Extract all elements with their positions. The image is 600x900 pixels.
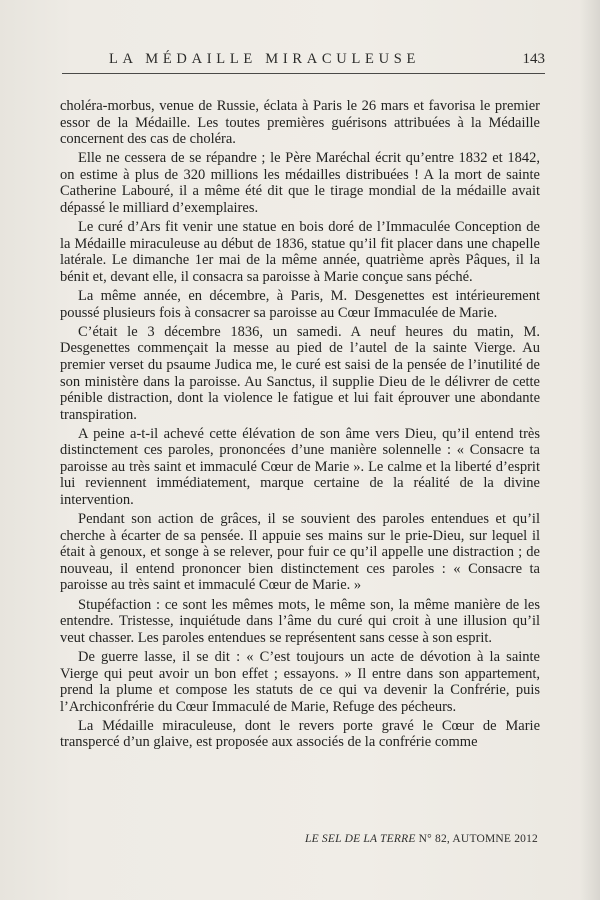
page-number: 143 xyxy=(522,51,545,67)
paragraph: De guerre lasse, il se dit : « C’est toujours un acte de dévotion à la sainte Vierge qui peut avoir un bon effet ; essayons. » Il entre dans son appartement, prend la plume et compose les statuts de ce qui va devenir la Confrérie, puis l’Archiconfrérie du Cœur Immaculé de Marie, Refuge des pécheurs. xyxy=(60,649,540,715)
paragraph: Stupéfaction : ce sont les mêmes mots, le même son, la même manière de les entendre. Tristesse, inquiétude dans l’âme du curé qui croit à une illusion qu’il veut chasser. Les paroles entendues se représentent sans cesse à son esprit. xyxy=(60,596,540,646)
running-title: LA MÉDAILLE MIRACULEUSE xyxy=(109,51,421,67)
paragraph: La même année, en décembre, à Paris, M. Desgenettes est intérieurement poussé plusieurs fois à consacrer sa paroisse au Cœur Immaculée de Marie. xyxy=(60,288,540,321)
paragraph: A peine a-t-il achevé cette élévation de son âme vers Dieu, qu’il entend très distinctement ces paroles, prononcées d’une manière solennelle : « Consacre ta paroisse au très saint et immaculé Cœur de Marie ». Le calme et la liberté d’esprit lui reviennent immédiatement, marque certaine de la réalité de la divine intervention. xyxy=(60,425,540,509)
page-header xyxy=(62,49,545,74)
paragraph: C’était le 3 décembre 1836, un samedi. A neuf heures du matin, M. Desgenettes commençait la messe au pied de l’autel de la sainte Vierge. Au premier verset du psaume Judica me, le curé est saisi de la pensée de l’inutilité de son ministère dans la paroisse. Au Sanctus, il supplie Dieu de le délivrer de cette pénible distraction, dont la violence le fatigue et lui fait éprouver une abondante transpiration. xyxy=(60,323,540,423)
paragraph: Elle ne cessera de se répandre ; le Père Maréchal écrit qu’entre 1832 et 1842, on estime à plus de 320 millions les médailles distribuées ! A la mort de sainte Catherine Labouré, il a même été dit que le tirage mondial de la médaille avait dépassé le milliard d’exemplaires. xyxy=(60,150,540,216)
body-text xyxy=(60,98,540,754)
page-footer xyxy=(305,833,538,845)
paragraph: La Médaille miraculeuse, dont le revers porte gravé le Cœur de Marie transpercé d’un glaive, est proposée aux associés de la confrérie comme xyxy=(60,717,540,751)
paragraph: Pendant son action de grâces, il se souvient des paroles entendues et qu’il cherche à écarter de sa pensée. Il appuie ses mains sur le prie-Dieu, sur lequel il était à genoux, et songe à se relever, pour fuir ce qu’il appelle une distraction ; de nouveau, il entend prononcer bien distinctement ces paroles : « Consacre ta paroisse au très saint et immaculé Cœur de Marie. » xyxy=(60,511,540,594)
journal-issue: N° 82, AUTOMNE 2012 xyxy=(415,833,538,845)
journal-name: LE SEL DE LA TERRE xyxy=(305,833,416,845)
paragraph: Le curé d’Ars fit venir une statue en bois doré de l’Immaculée Conception de la Médaille miraculeuse au début de 1836, statue qu’il fit placer dans une chapelle latérale. Le dimanche 1er mai de la même année, quatrième après Pâques, il la bénit et, devant elle, il consacra sa paroisse à Marie conçue sans péché. xyxy=(60,219,540,285)
paragraph: choléra-morbus, venue de Russie, éclata à Paris le 26 mars et favorisa le premier essor de la Médaille. Les toutes premières guérisons attribuées à la Médaille concernent des cas de choléra. xyxy=(60,98,540,148)
